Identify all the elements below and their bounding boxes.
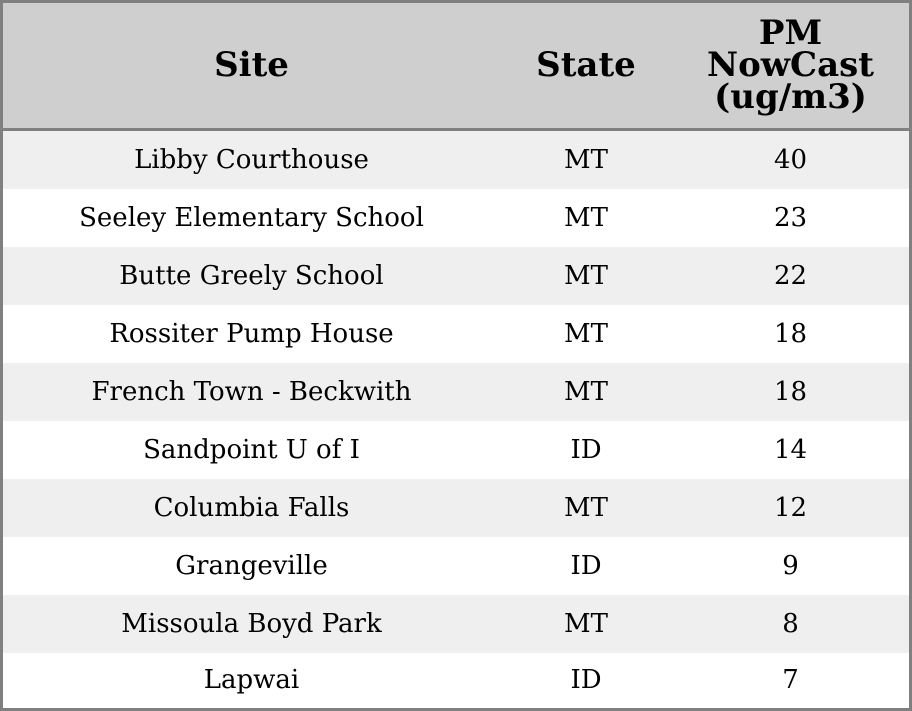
header-pm-line-1: PM xyxy=(758,13,823,54)
cell-pm-value: 18 xyxy=(773,376,808,407)
cell-pm-value: 18 xyxy=(773,318,808,349)
table-body xyxy=(3,129,909,708)
cell-state: MT xyxy=(564,202,608,233)
cell-state: MT xyxy=(564,260,608,291)
table-row xyxy=(3,129,909,189)
header-pm-line-2: NowCast xyxy=(707,45,874,86)
cell-site: Libby Courthouse xyxy=(134,144,369,175)
table-row xyxy=(3,189,909,247)
table-row xyxy=(3,479,909,537)
table-header xyxy=(3,3,909,129)
table-row xyxy=(3,421,909,479)
cell-site: French Town - Beckwith xyxy=(91,376,412,407)
cell-pm-value: 9 xyxy=(782,550,799,581)
cell-pm-value: 40 xyxy=(773,144,808,175)
cell-state: ID xyxy=(570,434,602,465)
cell-site: Lapwai xyxy=(203,665,300,695)
table-row xyxy=(3,305,909,363)
cell-state: ID xyxy=(570,665,602,695)
cell-pm-value: 22 xyxy=(773,260,808,291)
cell-state: ID xyxy=(570,550,602,581)
table-row xyxy=(3,595,909,653)
cell-state: MT xyxy=(564,144,608,175)
cell-state: MT xyxy=(564,318,608,349)
cell-site: Seeley Elementary School xyxy=(79,202,424,233)
header-pm-nowcast xyxy=(672,3,909,129)
header-pm-line-3: (ug/m3) xyxy=(714,77,867,118)
table-row xyxy=(3,537,909,595)
cell-state: MT xyxy=(564,492,608,523)
header-row xyxy=(3,3,909,129)
cell-pm-value: 14 xyxy=(773,434,808,465)
cell-pm-value: 12 xyxy=(773,492,808,523)
cell-site: Missoula Boyd Park xyxy=(121,608,382,639)
header-site: Site xyxy=(3,3,500,129)
table-row xyxy=(3,247,909,305)
cell-pm-value: 23 xyxy=(773,202,808,233)
cell-site: Butte Greely School xyxy=(119,260,384,291)
cell-site: Sandpoint U of I xyxy=(143,434,360,465)
table-row xyxy=(3,653,909,708)
cell-site: Grangeville xyxy=(175,550,328,581)
cell-state: MT xyxy=(564,608,608,639)
cell-state: MT xyxy=(564,376,608,407)
cell-pm-value: 8 xyxy=(782,608,799,639)
header-state: State xyxy=(500,3,672,129)
cell-site: Columbia Falls xyxy=(153,492,350,523)
pm-nowcast-table xyxy=(3,3,909,708)
cell-site: Rossiter Pump House xyxy=(109,318,394,349)
table-row xyxy=(3,363,909,421)
cell-pm-value: 7 xyxy=(782,665,799,695)
